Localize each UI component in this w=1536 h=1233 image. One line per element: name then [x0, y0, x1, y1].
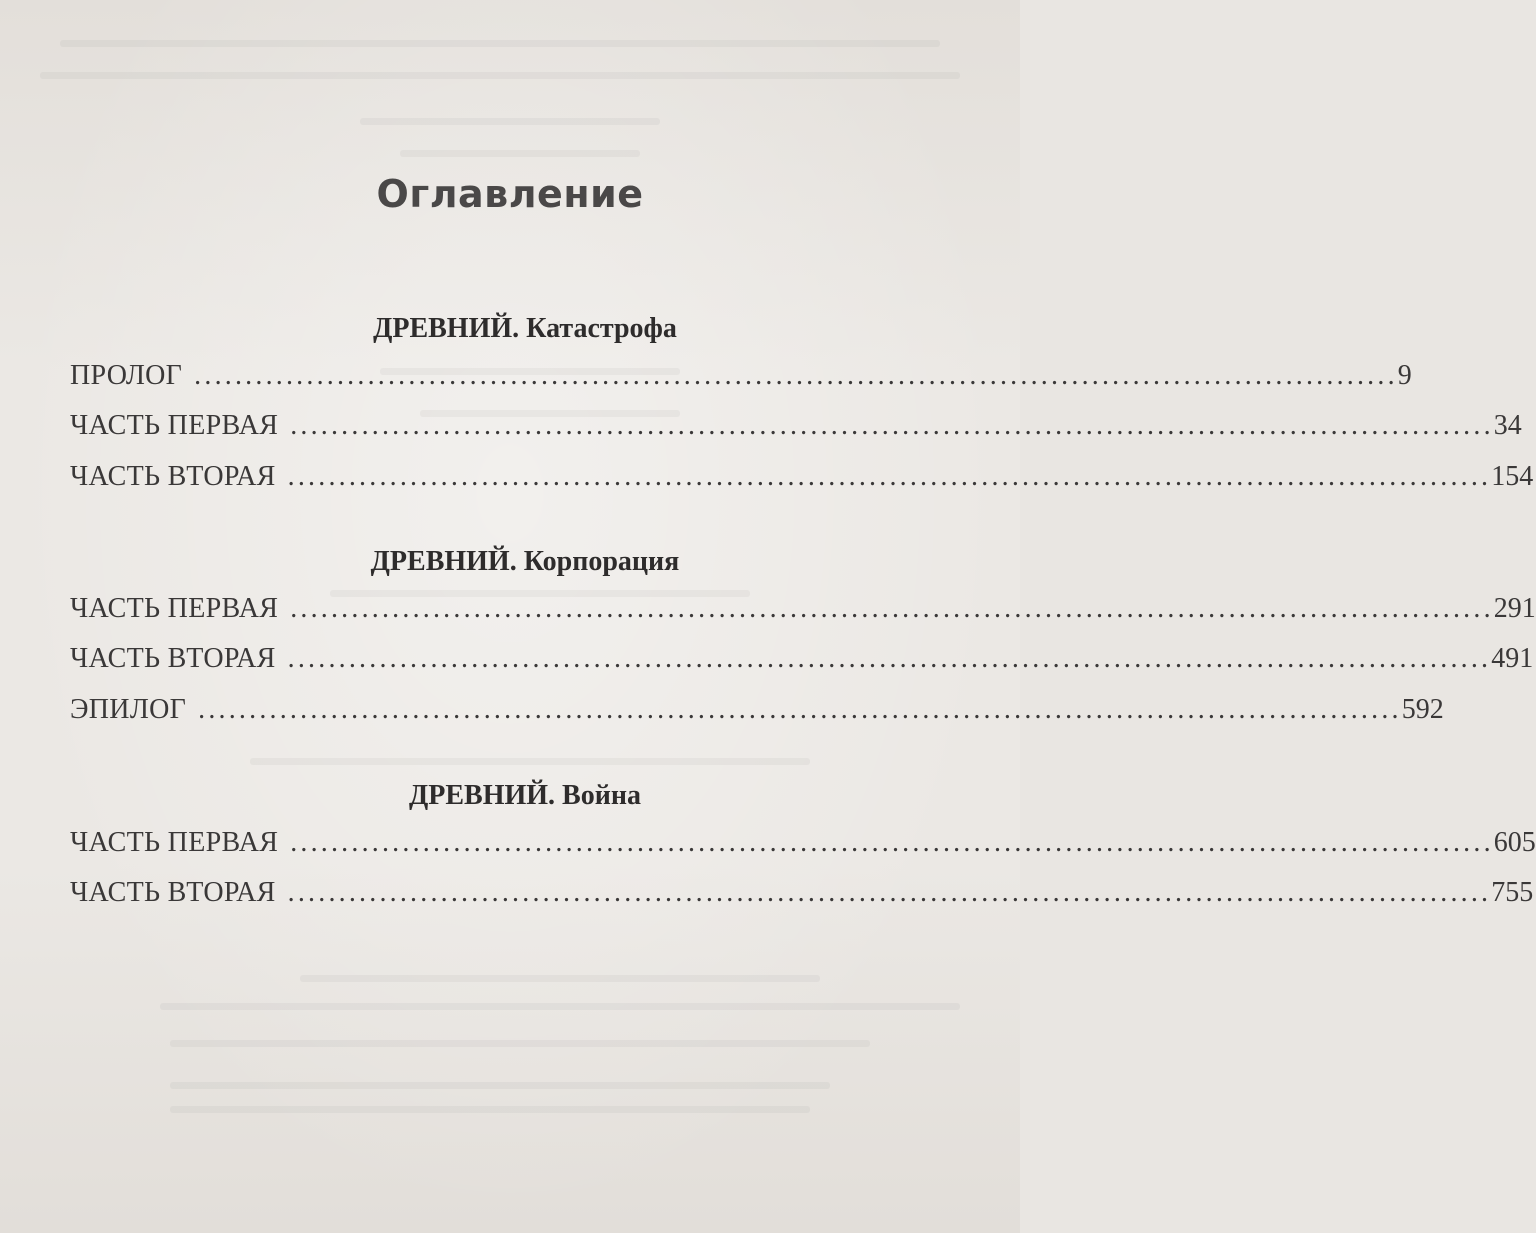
toc-entry — [70, 643, 1534, 683]
toc-entry — [70, 461, 1534, 501]
bleed-through-line — [160, 1003, 960, 1010]
dot-leader: ...................................................................................................................... — [290, 593, 1494, 624]
bleed-through-line — [170, 1040, 870, 1047]
bleed-through-line — [170, 1082, 830, 1089]
section-heading — [0, 313, 1050, 345]
dot-leader: ...................................................................................................................... — [290, 827, 1494, 858]
toc-entry-label: ЧАСТЬ ВТОРАЯ — [70, 643, 276, 674]
section-series-name: ДРЕВНИЙ. — [370, 546, 517, 577]
bleed-through-line — [170, 1106, 810, 1113]
toc-entry-label: ЭПИЛОГ — [70, 694, 187, 725]
bleed-through-line — [400, 150, 640, 157]
section-heading — [0, 780, 1050, 812]
toc-entry-page: 755 — [1491, 877, 1534, 908]
section-book-name: Катастрофа — [526, 313, 677, 344]
toc-entry-label: ЧАСТЬ ВТОРАЯ — [70, 461, 276, 492]
toc-entry-page: 291 — [1493, 593, 1536, 624]
section-heading — [0, 546, 1050, 578]
toc-entry-label: ЧАСТЬ ПЕРВАЯ — [70, 410, 279, 441]
toc-entry-label: ПРОЛОГ — [70, 360, 183, 391]
dot-leader: ...................................................................................................................... — [287, 643, 1492, 674]
dot-leader: ...................................................................................................................... — [287, 877, 1492, 908]
toc-entry — [70, 360, 1412, 400]
toc-entry-page: 9 — [1397, 360, 1412, 391]
toc-entry — [70, 827, 1536, 867]
toc-entry — [70, 410, 1522, 450]
section-book-name: Корпорация — [523, 546, 680, 577]
section-series-name: ДРЕВНИЙ. — [408, 780, 556, 811]
toc-entry-page: 592 — [1401, 694, 1444, 725]
bleed-through-line — [40, 72, 960, 79]
bleed-through-line — [300, 975, 820, 982]
dot-leader: ...................................................................................................................... — [290, 410, 1494, 441]
bleed-through-line — [360, 118, 660, 125]
toc-entry-label: ЧАСТЬ ПЕРВАЯ — [70, 827, 279, 858]
toc-entry-label: ЧАСТЬ ПЕРВАЯ — [70, 593, 279, 624]
toc-entry — [70, 877, 1534, 917]
toc-entry — [70, 593, 1536, 633]
dot-leader: ...................................................................................................................... — [198, 694, 1402, 725]
page-title: Оглавление — [376, 172, 644, 216]
section-book-name: Война — [562, 780, 641, 811]
dot-leader: ...................................................................................................................... — [194, 360, 1398, 391]
section-series-name: ДРЕВНИЙ. — [373, 313, 520, 344]
bleed-through-line — [250, 758, 810, 765]
bleed-through-line — [60, 40, 940, 47]
toc-entry-page: 34 — [1493, 410, 1522, 441]
toc-entry-label: ЧАСТЬ ВТОРАЯ — [70, 877, 276, 908]
toc-entry-page: 154 — [1491, 461, 1534, 492]
dot-leader: ...................................................................................................................... — [287, 461, 1492, 492]
toc-entry-page: 491 — [1491, 643, 1534, 674]
toc-entry-page: 605 — [1493, 827, 1536, 858]
toc-entry — [70, 694, 1444, 734]
